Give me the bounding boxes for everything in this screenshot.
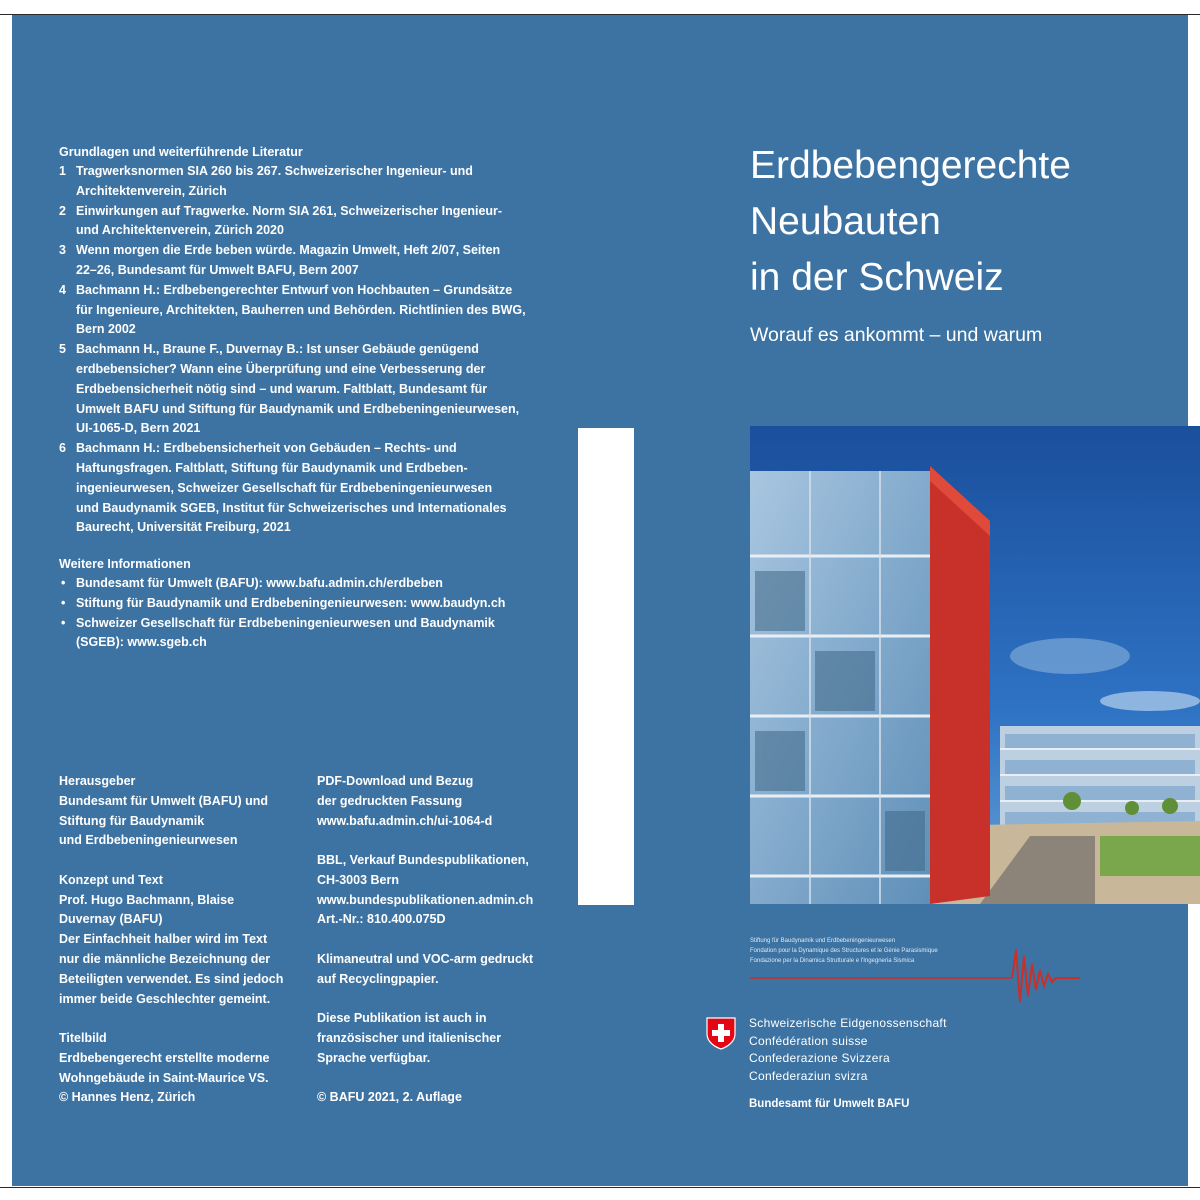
imprint-block <box>317 851 567 930</box>
imprint-line: Stiftung für Baudynamik <box>59 813 205 828</box>
literature-line: UI-1065-D, Bern 2021 <box>76 421 201 436</box>
imprint-heading: BBL, Verkauf Bundespublikationen, <box>317 852 529 867</box>
literature-line: und Baudynamik SGEB, Institut für Schweizerisches und Internationales <box>76 500 507 515</box>
bullet-icon: • <box>61 576 66 590</box>
more-info-line: Stiftung für Baudynamik und Erdbebeningenieurwesen: www.baudyn.ch <box>76 595 506 610</box>
imprint-left-column <box>59 772 299 1128</box>
cover-title-line: Neubauten <box>750 200 941 243</box>
imprint-line: der gedruckten Fassung <box>317 793 463 808</box>
literature-line: 22–26, Bundesamt für Umwelt BAFU, Bern 2007 <box>76 262 359 277</box>
literature-list <box>59 162 544 538</box>
imprint-heading: Herausgeber <box>59 774 136 788</box>
literature-line: Tragwerksnormen SIA 260 bis 267. Schweizerischer Ingenieur- und <box>76 164 473 178</box>
imprint-right-column <box>317 772 567 1127</box>
imprint-line: auf Recyclingpapier. <box>317 971 439 986</box>
office-name: Bundesamt für Umwelt BAFU <box>749 1098 910 1110</box>
foundation-line: Stiftung für Baudynamik und Erdbebeningenieurwesen <box>750 938 896 944</box>
more-info-section <box>59 554 544 653</box>
literature-number: 2 <box>59 203 66 218</box>
foundation-line: Fondazione per la Dinamica Strutturale e l'Ingegneria Sismica <box>750 958 915 964</box>
imprint-line: Sprache verfügbar. <box>317 1050 431 1065</box>
more-info-item <box>59 574 544 594</box>
imprint-block <box>59 1029 299 1108</box>
imprint-heading: Titelbild <box>59 1030 107 1045</box>
literature-item <box>59 281 544 340</box>
literature-heading: Grundlagen und weiterführende Literatur <box>59 145 303 159</box>
cover-title-line: Erdbebengerechte <box>750 144 1071 187</box>
more-info-line: Bundesamt für Umwelt (BAFU): www.bafu.admin.ch/erdbeben <box>76 576 443 590</box>
confederation-line: Confédération suisse <box>749 1033 868 1048</box>
imprint-heading: © BAFU 2021, 2. Auflage <box>317 1089 462 1104</box>
imprint-heading: Klimaneutral und VOC-arm gedruckt <box>317 951 534 966</box>
imprint-line: immer beide Geschlechter gemeint. <box>59 991 271 1006</box>
swiss-cross-icon <box>705 1016 737 1050</box>
confederation-line: Schweizerische Eidgenossenschaft <box>749 1016 947 1030</box>
cover-subtitle: Worauf es ankommt – und warum <box>750 324 1043 346</box>
seismograph-icon <box>750 942 1080 1012</box>
literature-section <box>59 142 544 538</box>
imprint-block <box>317 772 567 831</box>
imprint-line: Der Einfachheit halber wird im Text <box>59 932 268 947</box>
bullet-icon: • <box>61 595 66 610</box>
literature-line: ingenieurwesen, Schweizer Gesellschaft für Erdbebeningenieurwesen <box>76 480 493 495</box>
literature-line: Wenn morgen die Erde beben würde. Magazin Umwelt, Heft 2/07, Seiten <box>76 243 501 258</box>
cover-photo <box>750 426 1200 904</box>
literature-line: Bachmann H.: Erdbebensicherheit von Gebäuden – Rechts- und <box>76 441 457 456</box>
imprint-line: Bundesamt für Umwelt (BAFU) und <box>59 793 269 808</box>
imprint-line: Wohngebäude in Saint-Maurice VS. <box>59 1070 269 1085</box>
imprint-block <box>59 871 299 1010</box>
imprint-heading: PDF-Download und Bezug <box>317 774 474 788</box>
more-info-list <box>59 574 544 653</box>
literature-line: und Architektenverein, Zürich 2020 <box>76 223 284 238</box>
imprint-line: Erdbebengerecht erstellte moderne <box>59 1050 270 1065</box>
literature-line: erdbebensicher? Wann eine Überprüfung und eine Verbesserung der <box>76 361 486 376</box>
imprint-block <box>317 1088 567 1108</box>
imprint-block <box>317 950 567 990</box>
imprint-block <box>317 1009 567 1068</box>
more-info-item <box>59 614 544 654</box>
brochure-page <box>12 14 1188 1186</box>
literature-line: Baurecht, Universität Freiburg, 2021 <box>76 520 291 535</box>
imprint-line: CH-3003 Bern <box>317 872 399 887</box>
imprint-line: Duvernay (BAFU) <box>59 912 163 927</box>
more-info-line: Schweizer Gesellschaft für Erdbebeningenieurwesen und Baudynamik <box>76 615 495 630</box>
cover-title <box>750 138 1170 306</box>
literature-number: 5 <box>59 342 66 357</box>
confederation-text <box>749 1015 947 1085</box>
imprint-line: französischer und italienischer <box>317 1030 502 1045</box>
literature-item <box>59 439 544 538</box>
imprint-line: und Erdbebeningenieurwesen <box>59 833 238 848</box>
literature-line: Architektenverein, Zürich <box>76 183 227 198</box>
literature-line: für Ingenieure, Architekten, Bauherren und Behörden. Richtlinien des BWG, <box>76 302 526 317</box>
literature-line: Bachmann H., Braune F., Duvernay B.: Ist unser Gebäude genügend <box>76 342 479 357</box>
literature-line: Erdbebensicherheit nötig sind – und warum. Faltblatt, Bundesamt für <box>76 381 488 396</box>
literature-line: Bachmann H.: Erdbebengerechter Entwurf von Hochbauten – Grundsätze <box>76 282 513 297</box>
literature-line: Haftungsfragen. Faltblatt, Stiftung für Baudynamik und Erdbeben- <box>76 460 468 475</box>
literature-number: 1 <box>59 164 66 178</box>
imprint-line: © Hannes Henz, Zürich <box>59 1090 196 1105</box>
imprint-heading: Diese Publikation ist auch in <box>317 1010 487 1025</box>
literature-item <box>59 202 544 242</box>
imprint-line: www.bafu.admin.ch/ui-1064-d <box>317 813 493 828</box>
literature-item <box>59 340 544 439</box>
imprint-line: Prof. Hugo Bachmann, Blaise <box>59 892 235 907</box>
more-info-line: (SGEB): www.sgeb.ch <box>76 635 207 650</box>
imprint-line: www.bundespublikationen.admin.ch <box>317 892 534 907</box>
more-info-item <box>59 594 544 614</box>
literature-line: Umwelt BAFU und Stiftung für Baudynamik und Erdbebeningenieurwesen, <box>76 401 520 416</box>
imprint-heading: Konzept und Text <box>59 872 163 887</box>
more-info-heading: Weitere Informationen <box>59 557 191 571</box>
literature-line: Einwirkungen auf Tragwerke. Norm SIA 261, Schweizerischer Ingenieur- <box>76 203 503 218</box>
imprint-line: Art.-Nr.: 810.400.075D <box>317 912 446 927</box>
literature-item <box>59 162 544 202</box>
literature-number: 4 <box>59 282 66 297</box>
confederation-line: Confederaziun svizra <box>749 1068 868 1083</box>
imprint-line: nur die männliche Bezeichnung der <box>59 951 271 966</box>
fold-strip <box>578 428 634 905</box>
literature-item <box>59 241 544 281</box>
imprint-block <box>59 772 299 851</box>
cover-title-line: in der Schweiz <box>750 256 1004 299</box>
imprint-line: Beteiligten verwendet. Es sind jedoch <box>59 971 284 986</box>
confederation-line: Confederazione Svizzera <box>749 1051 890 1065</box>
literature-line: Bern 2002 <box>76 322 136 337</box>
foundation-line: Fondation pour la Dynamique des Structures et le Génie Parasismique <box>750 948 938 954</box>
bullet-icon: • <box>61 615 66 630</box>
literature-number: 6 <box>59 441 66 456</box>
literature-number: 3 <box>59 243 66 258</box>
